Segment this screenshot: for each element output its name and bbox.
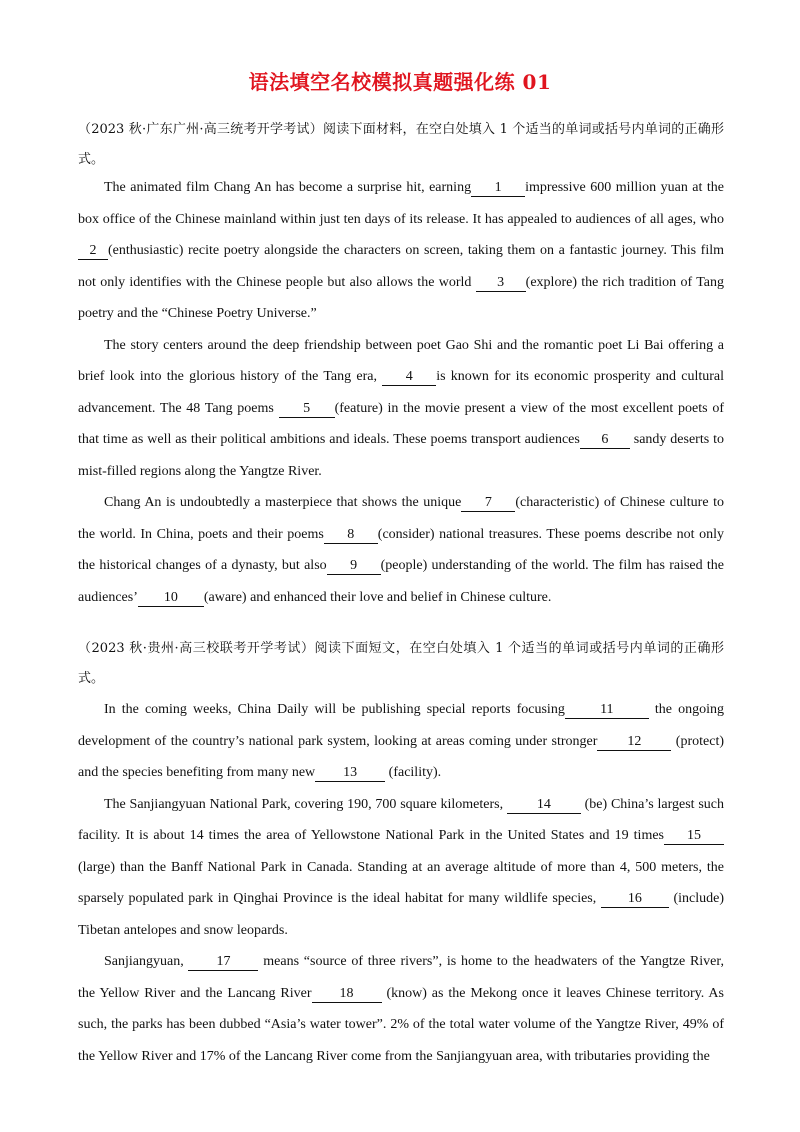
section2-paragraph-3: [78, 946, 724, 1072]
section1-paragraph-3: [78, 487, 724, 613]
text-run: (protect) and the species benefiting from many new: [78, 733, 724, 780]
blank-9[interactable]: 9: [327, 557, 381, 575]
blank-7[interactable]: 7: [461, 494, 515, 512]
text-run: (include) Tibetan antelopes and snow leopards.: [78, 891, 724, 938]
text-run: Chang An is undoubtedly a masterpiece that shows the unique: [104, 495, 462, 510]
blank-3[interactable]: 3: [476, 274, 526, 292]
section2-paragraph-1: [78, 694, 724, 789]
section1-paragraph-2: [78, 330, 724, 488]
blank-4[interactable]: 4: [382, 368, 436, 386]
blank-16[interactable]: 16: [601, 890, 669, 908]
text-run: means “source of three rivers”, is home to the headwaters of the Yangtze River, the Yellow River and the Lancang River: [78, 954, 724, 1001]
section2-instructions: （2023 秋·贵州·高三校联考开学考试）阅读下面短文，在空白处填入 1 个适当的单词或括号内单词的正确形式。: [78, 641, 724, 686]
text-run: (characteristic) of Chinese culture to the world. In China, poets and their poems: [78, 495, 724, 542]
blank-12[interactable]: 12: [597, 733, 671, 751]
blank-18[interactable]: 18: [312, 985, 382, 1003]
blank-6[interactable]: 6: [580, 431, 630, 449]
text-run: sandy deserts to mist-filled regions along the Yangtze River.: [78, 432, 724, 479]
blank-17[interactable]: 17: [188, 953, 258, 971]
section2-passage: [78, 694, 724, 1072]
text-run: (consider) national treasures. These poems describe not only the historical changes of a dynasty, but also: [78, 526, 724, 573]
text-run: (large) than the Banff National Park in Canada. Standing at an average altitude of more than 4, 500 meters, the sparsely populated park in Qinghai Province is the ideal habitat for many wildlife species,: [78, 859, 724, 906]
text-run: (aware) and enhanced their love and belief in Chinese culture.: [203, 589, 552, 605]
text-run: (feature) in the movie present a view of the most excellent poets of that time as well as their political ambitions and ideals. These poems transport audiences: [78, 400, 724, 447]
page-title: 语法填空名校模拟真题强化练 01: [248, 70, 552, 94]
text-run: (be) China’s largest such facility. It is about 14 times the area of Yellowstone National Park in the United States and 19 times: [78, 796, 724, 843]
text-run: The animated film Chang An has become a surprise hit, earning: [104, 180, 472, 195]
section2-paragraph-2: [78, 789, 724, 947]
text-run: (facility).: [385, 765, 442, 780]
text-run: (enthusiastic) recite poetry alongside the characters on screen, taking them on a fantastic journey. This film not only identifies with the Chinese people but also allows the world: [78, 243, 724, 290]
text-run: (explore) the rich tradition of Tang poetry and the “Chinese Poetry Universe.”: [78, 274, 724, 321]
text-run: is known for its economic prosperity and cultural advancement. The 48 Tang poems: [78, 369, 724, 416]
blank-2[interactable]: 2: [78, 242, 108, 260]
blank-13[interactable]: 13: [315, 764, 385, 782]
text-run: the ongoing development of the country’s national park system, looking at areas coming under stronger: [78, 702, 724, 749]
blank-10[interactable]: 10: [138, 589, 204, 607]
blank-15[interactable]: 15: [664, 827, 724, 845]
text-run: (people) understanding of the world. The film has raised the audiences’: [78, 558, 724, 605]
section1-passage: [78, 172, 724, 613]
text-run: (know) as the Mekong once it leaves Chinese territory. As such, the parks has been dubbed “Asia’s water tower”. 2% of the total water volume of the Yangtze River, 49% of the Yellow River and 17% of the Lancang River come from the Sanjiangyuan area, with tributaries providing the: [78, 985, 724, 1064]
text-run: The Sanjiangyuan National Park, covering 190, 700 square kilometers,: [104, 796, 507, 812]
blank-5[interactable]: 5: [279, 400, 335, 418]
blank-8[interactable]: 8: [324, 526, 378, 544]
text-run: impressive 600 million yuan at the box office of the Chinese mainland within just ten days of its release. It has appealed to audiences of all ages, who: [78, 180, 724, 227]
blank-14[interactable]: 14: [507, 796, 581, 814]
blank-1[interactable]: 1: [471, 179, 525, 197]
section1-paragraph-1: [78, 172, 724, 330]
text-run: Sanjiangyuan,: [104, 954, 189, 969]
blank-11[interactable]: 11: [565, 701, 649, 719]
section1-instructions: （2023 秋·广东广州·高三统考开学考试）阅读下面材料，在空白处填入 1 个适当的单词或括号内单词的正确形式。: [78, 122, 724, 167]
text-run: In the coming weeks, China Daily will be publishing special reports focusing: [104, 702, 565, 717]
text-run: The story centers around the deep friendship between poet Gao Shi and the romantic poet Li Bai offering a brief look into the glorious history of the Tang era,: [78, 337, 724, 384]
